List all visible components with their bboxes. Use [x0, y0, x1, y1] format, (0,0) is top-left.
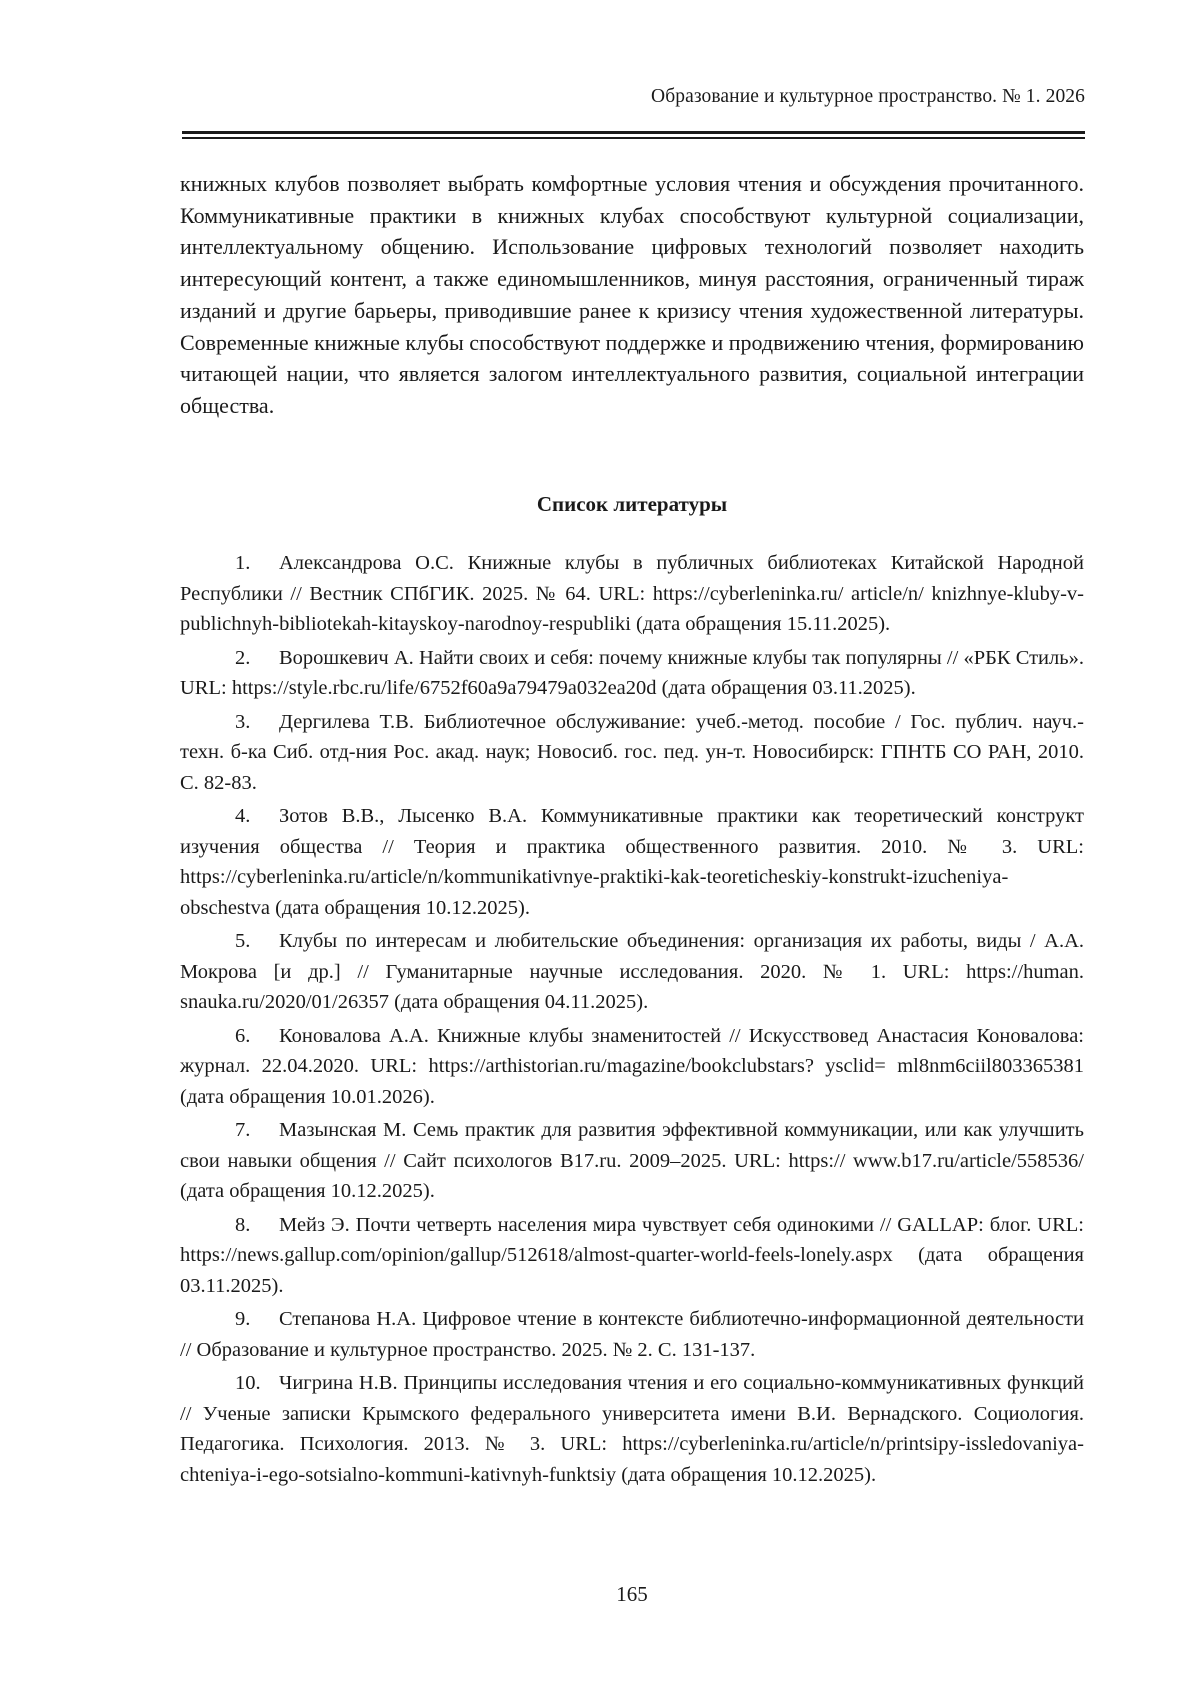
reference-number: 3.: [235, 710, 251, 733]
reference-item: [180, 548, 1084, 640]
reference-number: 1.: [235, 552, 251, 574]
references-title: Список литературы: [536, 492, 728, 516]
reference-item: [180, 1368, 1084, 1490]
reference-text: Степанова Н.А. Цифровое чтение в контексте библиотечно-информационной деятельности // Образование и культурное пространство. 2025. № 2. С. 131-137.: [180, 1308, 1084, 1361]
reference-text: Клубы по интересам и любительские объединения: организация их работы, виды / А.А. Мокрова [и др.] // Гуманитарные научные исследования. 2020. № 1. URL: https://human. snauka.ru/2020/01/26357 (дата обращения 04.11.2025).: [180, 930, 1084, 1013]
reference-item: [180, 707, 1084, 799]
reference-number: 8.: [235, 1213, 251, 1236]
reference-number: 7.: [235, 1119, 251, 1141]
reference-text: Мазынская М. Семь практик для развития эффективной коммуникации, или как улучшить свои навыки общения // Сайт психологов B17.ru. 2009–2025. URL: https:// www.b17.ru/article/558536/ (дата обращения 10.12.2025).: [180, 1119, 1084, 1202]
reference-item: [180, 1021, 1084, 1113]
reference-text: Зотов В.В., Лысенко В.А. Коммуникативные практики как теоретический конструкт изучения общества // Теория и практика общественного развития. 2010. № 3. URL: https://cyberleninka.ru/article/n/kommunikativnye-praktiki-kak-teoreticheskiy-konstrukt-izucheniya-obschestva (дата обращения 10.12.2025).: [180, 805, 1084, 919]
page-number: 165: [616, 1582, 648, 1606]
reference-text: Мейз Э. Почти четверть населения мира чувствует себя одинокими // GALLAP: блог. URL: https://news.gallup.com/opinion/gallup/512618/almost-quarter-world-feels-lonely.aspx (дата обращения 03.11.2025).: [180, 1213, 1084, 1297]
reference-item: [180, 926, 1084, 1018]
reference-number: 2.: [235, 646, 251, 669]
reference-number: 10.: [235, 1372, 261, 1394]
reference-item: [180, 1115, 1084, 1207]
reference-text: Александрова О.С. Книжные клубы в публичных библиотеках Китайской Народной Республики // Вестник СПбГИК. 2025. № 64. URL: https://cyberleninka.ru/ article/n/ knizhnye-kluby-v-publichnyh-bibliotekah-kitayskoy-narodnoy-respubliki (дата обращения 15.11.2025).: [180, 552, 1084, 635]
reference-text: Дергилева Т.В. Библиотечное обслуживание: учеб.-метод. пособие / Гос. публич. науч.-техн. б-ка Сиб. отд-ния Рос. акад. наук; Новосиб. гос. пед. ун-т. Новосибирск: ГПНТБ СО РАН, 2010. С. 82-83.: [180, 710, 1084, 794]
running-header: Образование и культурное пространство. № 1. 2026: [651, 86, 1085, 107]
reference-item: [180, 1210, 1084, 1302]
reference-number: 6.: [235, 1024, 251, 1047]
header-rule-thin: [182, 137, 1085, 139]
reference-number: 9.: [235, 1308, 251, 1330]
reference-text: Чигрина Н.В. Принципы исследования чтения и его социально-коммуникативных функций // Ученые записки Крымского федерального университета имени В.И. Вернадского. Социология. Педагогика. Психология. 2013. № 3. URL: https://cyberleninka.ru/article/n/printsipy-issledovaniya-chteniya-i-ego-sotsialno-kommuni-kativnyh-funktsiy (дата обращения 10.12.2025).: [180, 1372, 1084, 1486]
header-rule-thick: [182, 131, 1085, 134]
reference-item: [180, 1304, 1084, 1365]
reference-text: Ворошкевич А. Найти своих и себя: почему книжные клубы так популярны // «РБК Стиль». URL: https://style.rbc.ru/life/6752f60a9a79479a032ea20d (дата обращения 03.11.2025).: [180, 646, 1084, 699]
references-list: [180, 548, 1084, 1493]
reference-number: 5.: [235, 930, 251, 952]
reference-item: [180, 643, 1084, 704]
reference-item: [180, 801, 1084, 923]
body-paragraph: книжных клубов позволяет выбрать комфортные условия чтения и обсуждения прочитанного. Коммуникативные практики в книжных клубах способствуют культурной социализации, интеллектуальному общению. Использование цифровых технологий позволяет находить интересующий контент, а также единомышленников, минуя расстояния, ограниченный тираж изданий и другие барьеры, приводившие ранее к кризису чтения художественной литературы. Современные книжные клубы способствуют поддержке и продвижению чтения, формированию читающей нации, что является залогом интеллектуального развития, социальной интеграции общества.: [180, 171, 1084, 418]
reference-text: Коновалова А.А. Книжные клубы знаменитостей // Искусствовед Анастасия Коновалова: журнал. 22.04.2020. URL: https://arthistorian.ru/magazine/bookclubstars? ysclid= ml8nm6ciil803365381 (дата обращения 10.01.2026).: [180, 1024, 1084, 1108]
reference-number: 4.: [235, 805, 251, 827]
